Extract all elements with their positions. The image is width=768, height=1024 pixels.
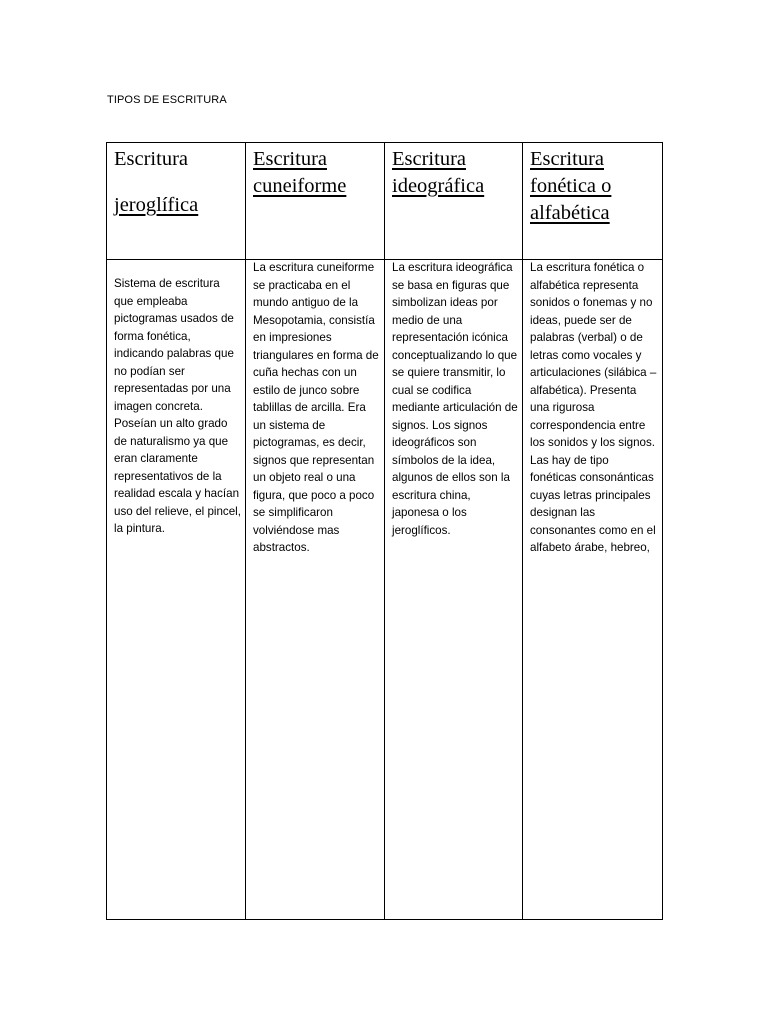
header-cell-fonetica (523, 143, 663, 260)
description-jeroglifica: Sistema de escritura que empleaba pictogramas usados de forma fonética, indicando palabras que no podían ser representadas por una imagen concreta. Poseían un alto grado de naturalismo ya que eran claramente representativos de la realidad escala y hacían uso del relieve, el pincel, la pintura. (114, 277, 241, 535)
description-cell-ideografica (385, 260, 523, 920)
header-cuneiforme: Escritura cuneiforme (253, 148, 347, 197)
description-cell-jeroglifica (107, 260, 246, 920)
header-ideografica: Escritura ideográfica (392, 148, 485, 197)
description-cuneiforme: La escritura cuneiforme se practicaba en el mundo antiguo de la Mesopotamia, consistía en impresiones triangulares en forma de cuña hechas con un estilo de junco sobre tablillas de arcilla. Era un sistema de pictogramas, es decir, signos que representan un objeto real o una figura, que poco a poco se simplificaron volviéndose mas abstractos. (253, 261, 379, 554)
description-cell-fonetica (523, 260, 663, 920)
header-fonetica: Escritura fonética o alfabética (530, 148, 612, 224)
header-cell-ideografica (385, 143, 523, 260)
description-fonetica: La escritura fonética o alfabética representa sonidos o fonemas y no ideas, puede ser de palabras (verbal) o de letras como vocales y articulaciones (silábica – alfabética). Presenta una rigurosa correspondencia entre los sonidos y los signos. Las hay de tipo fonéticas consonánticas cuyas letras principales designan las consonantes como en el alfabeto árabe, hebreo, (530, 261, 657, 554)
table-header-row (107, 143, 663, 260)
header-jeroglifica (107, 143, 245, 219)
header-cell-cuneiforme (246, 143, 385, 260)
description-ideografica: La escritura ideográfica se basa en figuras que simbolizan ideas por medio de una representación icónica conceptualizando lo que se quiere transmitir, lo cual se codifica mediante articulación de signos. Los signos ideográficos son símbolos de la idea, algunos de ellos son la escritura china, japonesa o los jeroglíficos. (392, 261, 518, 537)
header-jeroglifica-line2: jeroglífica (114, 194, 199, 216)
table-body-row (107, 260, 663, 920)
header-jeroglifica-line1: Escritura (114, 148, 188, 170)
document-title: TIPOS DE ESCRITURA (107, 94, 227, 106)
writing-types-table (106, 142, 663, 920)
header-cell-jeroglifica (107, 143, 246, 260)
description-cell-cuneiforme (246, 260, 385, 920)
